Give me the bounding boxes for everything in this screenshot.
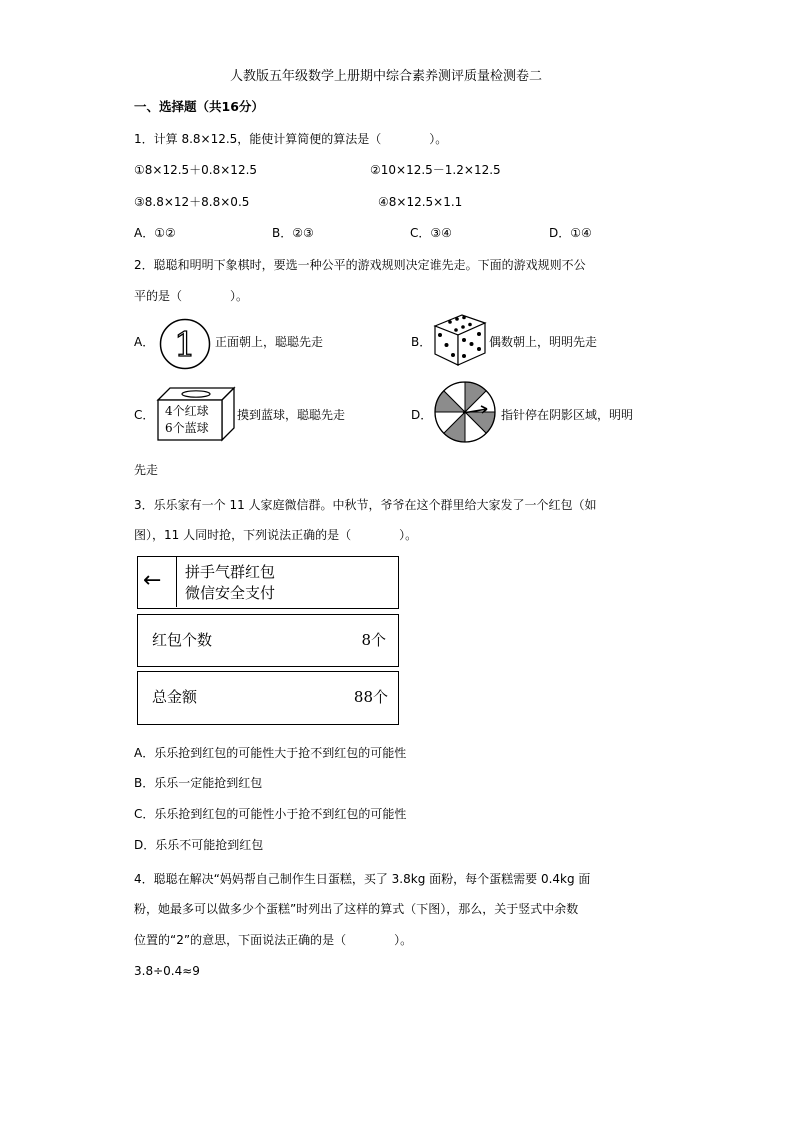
coin-digit: 1 [174, 325, 196, 365]
red-packet-count-row [137, 614, 399, 667]
box-label-red: 4个红球 [165, 404, 209, 418]
red-packet-count-label: 红包个数 [152, 631, 213, 649]
q1-item-4: ④8×12.5×1.1 [378, 195, 463, 209]
spinner-icon [433, 380, 497, 444]
q1-choice-c[interactable]: C．③④ [410, 226, 452, 240]
q1-choice-a[interactable]: A．①② [134, 226, 176, 240]
q1-choice-b[interactable]: B．②③ [272, 226, 314, 240]
q1-item-2: ②10×12.5－1.2×12.5 [370, 163, 501, 177]
red-packet-amount-label: 总金额 [152, 688, 198, 706]
coin-icon [159, 318, 211, 370]
q3-choice-a[interactable]: A．乐乐抢到红包的可能性大于抢不到红包的可能性 [134, 746, 407, 760]
q2-a-text: 正面朝上，聪聪先走 [215, 335, 324, 349]
q4-stem-line3: 位置的“2”的意思，下面说法正确的是（ ）。 [134, 933, 413, 947]
box-label-blue: 6个蓝球 [165, 421, 209, 435]
q1-choice-d[interactable]: D．①④ [549, 226, 592, 240]
q2-d-text: 指针停在阴影区域，明明 [501, 408, 634, 422]
q1-item-3: ③8.8×12＋8.8×0.5 [134, 195, 250, 209]
q3-stem-line2: 图），11 人同时抢，下列说法正确的是（ ）。 [134, 528, 418, 542]
back-arrow-icon[interactable]: ← [143, 568, 162, 593]
q2-choice-d[interactable]: D． [411, 408, 433, 422]
q2-choice-b[interactable]: B． [411, 335, 432, 349]
red-packet-subtitle: 微信安全支付 [185, 584, 276, 602]
red-packet-header [137, 556, 399, 609]
page-title: 人教版五年级数学上册期中综合素养测评质量检测卷二 [230, 69, 543, 84]
red-packet-count-value: 8个 [361, 631, 386, 649]
section-heading: 一、选择题（共16分） [134, 99, 264, 114]
q3-choice-b[interactable]: B．乐乐一定能抢到红包 [134, 776, 263, 790]
red-packet-title: 拼手气群红包 [185, 563, 276, 581]
q2-d-text-cont: 先走 [134, 463, 159, 477]
q2-choice-a[interactable]: A． [134, 335, 155, 349]
q4-stem-line2: 粉，她最多可以做多少个蛋糕”时列出了这样的算式（下图），那么，关于竖式中余数 [134, 902, 579, 916]
q4-stem-line1: 4．聪聪在解决“妈妈帮自己制作生日蛋糕，买了 3.8kg 面粉，每个蛋糕需要 0.4kg 面 [134, 872, 591, 886]
q2-stem-line1: 2．聪聪和明明下象棋时，要选一种公平的游戏规则决定谁先走。下面的游戏规则不公 [134, 258, 586, 272]
dice-icon [433, 313, 487, 367]
q3-choice-c[interactable]: C．乐乐抢到红包的可能性小于抢不到红包的可能性 [134, 807, 407, 821]
q2-c-text: 摸到蓝球，聪聪先走 [237, 408, 346, 422]
red-packet-amount-row [137, 671, 399, 725]
q4-formula: 3.8÷0.4≈9 [134, 964, 200, 978]
red-packet-amount-value: 88个 [353, 688, 388, 706]
q3-stem-line1: 3．乐乐家有一个 11 人家庭微信群。中秋节，爷爷在这个群里给大家发了一个红包（如 [134, 498, 597, 512]
q1-stem: 1．计算 8.8×12.5，能使计算简便的算法是（ ）。 [134, 132, 448, 146]
q1-item-1: ①8×12.5＋0.8×12.5 [134, 163, 258, 177]
q2-stem-line2: 平的是（ ）。 [134, 289, 249, 303]
q3-choice-d[interactable]: D．乐乐不可能抢到红包 [134, 838, 264, 852]
q2-choice-c[interactable]: C． [134, 408, 155, 422]
q2-b-text: 偶数朝上，明明先走 [489, 335, 598, 349]
